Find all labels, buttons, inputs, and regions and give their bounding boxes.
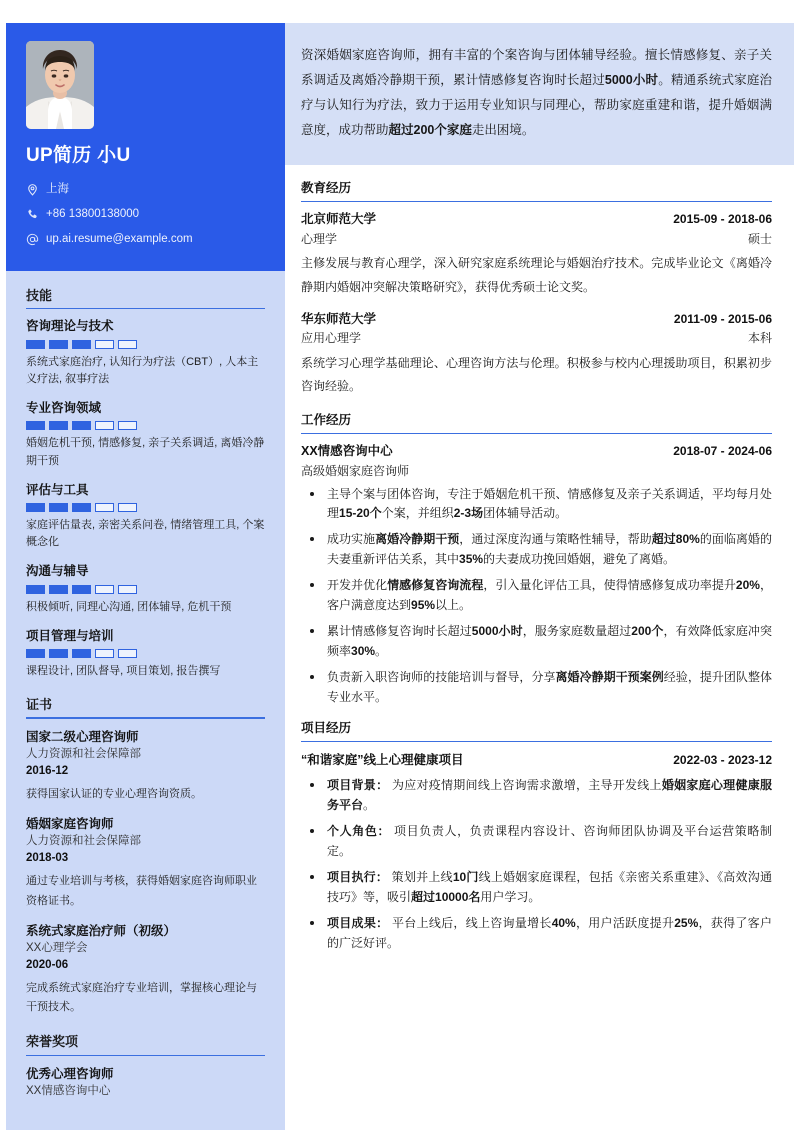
degree: 本科	[747, 331, 772, 346]
map-pin-icon	[26, 183, 39, 196]
resume-document	[6, 23, 794, 1130]
section-divider	[301, 201, 772, 203]
education-section	[301, 179, 772, 399]
rating-pip	[118, 585, 137, 594]
education-description: 主修发展与教育心理学，深入研究家庭系统理论与婚姻治疗技术。完成毕业论文《离婚冷静期内婚姻冲突解决策略研究》，获得优秀硕士论文奖。	[301, 256, 772, 294]
work-section	[301, 411, 772, 707]
sidebar-body	[6, 271, 285, 1100]
school-name: 北京师范大学	[301, 212, 377, 227]
work-section-title: 工作经历	[301, 412, 352, 427]
skill-rating	[26, 340, 265, 349]
honor-item	[26, 1065, 265, 1100]
certificate-date: 2020-06	[26, 958, 69, 971]
rating-pip	[49, 649, 68, 658]
rating-pip	[26, 421, 45, 430]
major: 心理学	[301, 231, 338, 246]
skill-name: 沟通与辅导	[26, 564, 89, 579]
company-name: XX情感咨询中心	[301, 444, 393, 459]
certificate-description: 获得国家认证的专业心理咨询资质。	[26, 788, 202, 801]
rating-pip	[95, 585, 114, 594]
skill-rating	[26, 503, 265, 512]
rating-pip	[95, 421, 114, 430]
education-date: 2015-09 - 2018-06	[673, 212, 772, 227]
person-name: UP简历 小U	[26, 145, 131, 166]
education-subheader	[301, 329, 772, 348]
skill-description: 系统式家庭治疗, 认知行为疗法（CBT）, 人本主义疗法, 叙事疗法	[26, 355, 259, 385]
work-entry	[301, 442, 772, 707]
work-bullets	[301, 485, 772, 707]
rating-pip	[118, 421, 137, 430]
rating-pip	[26, 340, 45, 349]
certificate-name: 系统式家庭治疗师（初级）	[26, 923, 177, 938]
skill-name: 评估与工具	[26, 482, 89, 497]
skill-item	[26, 482, 265, 552]
certificate-item	[26, 728, 265, 804]
skill-description: 课程设计, 团队督导, 项目策划, 报告撰写	[26, 665, 221, 678]
rating-pip	[118, 503, 137, 512]
bullet-item: 主导个案与团体咨询，专注于婚姻危机干预、情感修复及亲子关系调适，平均每月处理15-20个个案，并组织2-3场团体辅导活动。	[301, 485, 772, 524]
rating-pip	[118, 649, 137, 658]
email-text: up.ai.resume@example.com	[46, 232, 193, 245]
summary-block	[285, 23, 794, 165]
rating-pip	[49, 340, 68, 349]
rating-pip	[72, 585, 91, 594]
project-entry	[301, 750, 772, 953]
at-sign-icon	[26, 233, 39, 246]
education-header	[301, 310, 772, 329]
education-subheader	[301, 230, 772, 249]
honor-issuer: XX情感咨询中心	[26, 1085, 111, 1098]
contact-phone	[26, 207, 265, 222]
location-text: 上海	[46, 182, 69, 195]
rating-pip	[26, 503, 45, 512]
project-section	[301, 719, 772, 953]
bullet-item: 累计情感修复咨询时长超过5000小时，服务家庭数量超过200个，有效降低家庭冲突频率30%。	[301, 622, 772, 661]
skill-item	[26, 628, 265, 681]
certificates-section-title: 证书	[26, 697, 53, 713]
education-section-title: 教育经历	[301, 181, 352, 195]
summary-text: 资深婚姻家庭咨询师，拥有丰富的个案咨询与团体辅导经验。擅长情感修复、亲子关系调适及离婚冷静期干预，累计情感修复咨询时长超过5000小时。精通系统式家庭治疗与认知行为疗法，致力于运用专业知识与同理心，帮助家庭重建和谐，提升婚姻满意度，成功帮助超过200个家庭走出困境。	[301, 48, 772, 137]
skill-name: 项目管理与培训	[26, 628, 114, 643]
rating-pip	[95, 503, 114, 512]
section-divider	[26, 717, 265, 719]
rating-pip	[72, 649, 91, 658]
certificate-description: 完成系统式家庭治疗专业培训，掌握核心理论与干预技术。	[26, 981, 257, 1014]
certificate-name: 婚姻家庭咨询师	[26, 817, 114, 832]
skill-item	[26, 318, 265, 388]
skill-description: 婚姻危机干预, 情感修复, 亲子关系调适, 离婚冷静期干预	[26, 437, 265, 467]
rating-pip	[49, 585, 68, 594]
main-column	[285, 23, 794, 1130]
skill-rating	[26, 585, 265, 594]
bullet-item: 成功实施离婚冷静期干预，通过深度沟通与策略性辅导，帮助超过80%的面临离婚的夫妻重新评估关系，其中35%的夫妻成功挽回婚姻，避免了离婚。	[301, 530, 772, 569]
skill-name: 专业咨询领域	[26, 400, 102, 415]
certificate-date: 2016-12	[26, 764, 69, 777]
phone-text: +86 13800138000	[46, 207, 140, 220]
education-description: 系统学习心理学基础理论、心理咨询方法与伦理。积极参与校内心理援助项目，积累初步咨询经验。	[301, 356, 772, 394]
honor-name: 优秀心理咨询师	[26, 1067, 114, 1082]
project-bullets	[301, 776, 772, 953]
certificates-section	[26, 696, 265, 1017]
skill-description: 积极倾听, 同理心沟通, 团体辅导, 危机干预	[26, 600, 232, 613]
bullet-item: 项目执行： 策划并上线10门线上婚姻家庭课程，包括《亲密关系重建》、《高效沟通技巧》等，吸引超过10000名用户学习。	[301, 868, 772, 907]
project-section-title: 项目经历	[301, 720, 352, 735]
school-name: 华东师范大学	[301, 312, 377, 327]
rating-pip	[72, 503, 91, 512]
section-divider	[26, 1055, 265, 1057]
project-name: “和谐家庭”线上心理健康项目	[301, 753, 464, 768]
rating-pip	[72, 340, 91, 349]
rating-pip	[26, 585, 45, 594]
education-header	[301, 210, 772, 229]
skill-rating	[26, 649, 265, 658]
skill-rating	[26, 421, 265, 430]
degree: 硕士	[747, 231, 772, 246]
bullet-item: 项目背景： 为应对疫情期间线上咨询需求激增，主导开发线上婚姻家庭心理健康服务平台。	[301, 776, 772, 815]
rating-pip	[118, 340, 137, 349]
main-body	[285, 165, 794, 965]
bullet-item: 负责新入职咨询师的技能培训与督导，分享离婚冷静期干预案例经验，提升团队整体专业水平。	[301, 668, 772, 707]
bullet-item: 开发并优化情感修复咨询流程，引入量化评估工具，使得情感修复成功率提升20%，客户满意度达到95%以上。	[301, 576, 772, 615]
sidebar	[6, 23, 285, 1130]
skill-description: 家庭评估量表, 亲密关系问卷, 情绪管理工具, 个案概念化	[26, 519, 265, 549]
contact-email	[26, 232, 265, 247]
skill-name: 咨询理论与技术	[26, 319, 114, 334]
bullet-item: 个人角色： 项目负责人，负责课程内容设计、咨询师团队协调及平台运营策略制定。	[301, 822, 772, 861]
job-title: 高级婚姻家庭咨询师	[301, 463, 410, 478]
certificate-issuer: XX心理学会	[26, 942, 88, 955]
rating-pip	[95, 649, 114, 658]
rating-pip	[49, 503, 68, 512]
major: 应用心理学	[301, 331, 362, 346]
certificate-name: 国家二级心理咨询师	[26, 730, 139, 745]
certificate-item	[26, 922, 265, 1018]
project-header	[301, 750, 772, 770]
certificate-item	[26, 815, 265, 911]
certificate-issuer: 人力资源和社会保障部	[26, 748, 141, 761]
rating-pip	[26, 649, 45, 658]
certificate-date: 2018-03	[26, 852, 69, 865]
sidebar-header	[6, 23, 285, 271]
project-date: 2022-03 - 2023-12	[673, 753, 772, 768]
skill-item	[26, 400, 265, 470]
honors-section	[26, 1033, 265, 1100]
education-entry	[301, 310, 772, 399]
education-entry	[301, 210, 772, 299]
skills-section-title: 技能	[26, 287, 53, 303]
honors-section-title: 荣誉奖项	[26, 1034, 79, 1050]
rating-pip	[49, 421, 68, 430]
contact-location	[26, 182, 265, 197]
certificate-description: 通过专业培训与考核，获得婚姻家庭咨询师职业资格证书。	[26, 875, 257, 907]
bullet-item: 项目成果： 平台上线后，线上咨询量增长40%，用户活跃度提升25%，获得了客户的广泛好评。	[301, 914, 772, 953]
section-divider	[26, 308, 265, 310]
profile-photo	[26, 41, 94, 129]
phone-icon	[26, 208, 39, 221]
work-header	[301, 442, 772, 461]
work-date: 2018-07 - 2024-06	[673, 444, 772, 459]
section-divider	[301, 433, 772, 435]
section-divider	[301, 741, 772, 743]
skills-section	[26, 287, 265, 681]
education-date: 2011-09 - 2015-06	[673, 312, 772, 327]
rating-pip	[72, 421, 91, 430]
certificate-issuer: 人力资源和社会保障部	[26, 835, 141, 848]
rating-pip	[95, 340, 114, 349]
skill-item	[26, 563, 265, 616]
